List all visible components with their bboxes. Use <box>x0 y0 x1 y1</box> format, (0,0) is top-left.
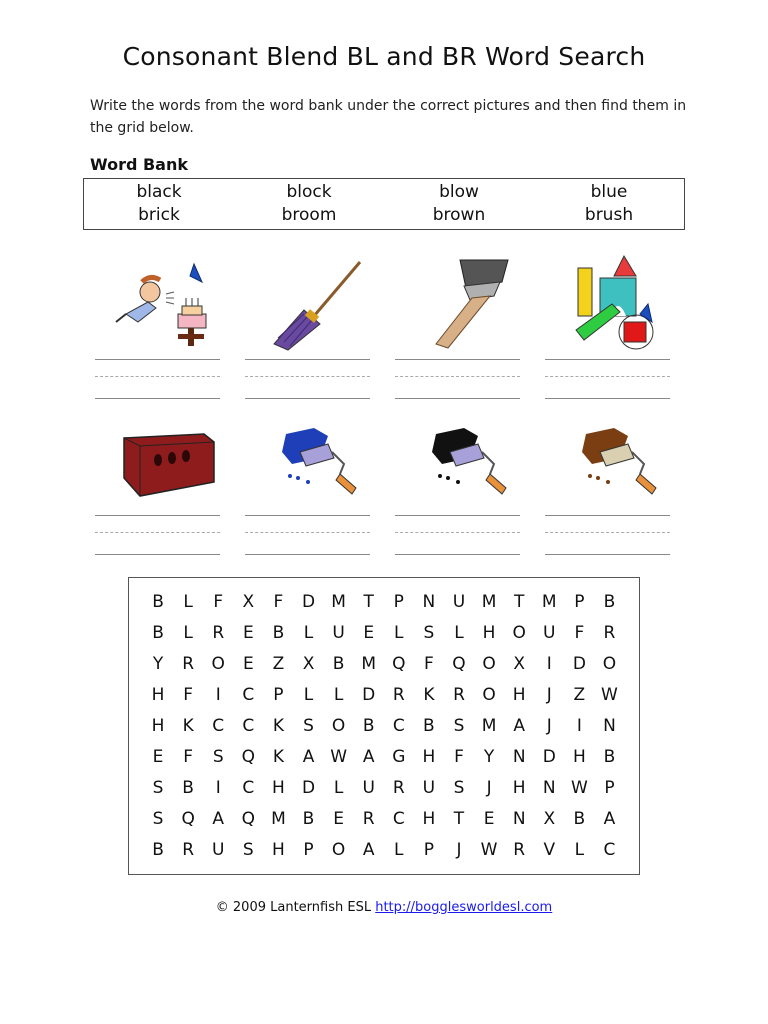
grid-letter[interactable]: F <box>454 747 464 767</box>
grid-letter[interactable]: U <box>212 840 225 860</box>
grid-row <box>143 773 625 803</box>
grid-letter[interactable]: F <box>273 592 284 612</box>
grid-letter[interactable]: Q <box>392 654 406 674</box>
grid-letter[interactable]: J <box>486 778 492 798</box>
answer-baseline <box>545 554 670 555</box>
grid-letter[interactable]: R <box>513 840 526 860</box>
grid-letter[interactable]: Y <box>483 747 495 767</box>
grid-letter[interactable]: B <box>152 840 164 860</box>
answer-guide-line <box>395 532 520 533</box>
answer-line[interactable] <box>95 515 220 516</box>
answer-guide-line <box>545 376 670 377</box>
picture-cell <box>88 408 238 558</box>
grid-letter[interactable]: U <box>362 778 375 798</box>
grid-letter[interactable]: U <box>543 623 556 643</box>
grid-letter[interactable]: C <box>242 685 255 705</box>
instructions: Write the words from the word bank under the correct pictures and then find them in the grid below. <box>90 98 687 136</box>
grid-letter[interactable]: B <box>423 716 435 736</box>
grid-letter[interactable]: Y <box>152 654 164 674</box>
picture-cell <box>238 408 388 558</box>
grid-letter[interactable]: G <box>392 747 406 767</box>
grid-letter[interactable]: F <box>574 623 585 643</box>
grid-letter[interactable]: H <box>272 840 285 860</box>
word-bank-heading: Word Bank <box>90 155 189 174</box>
grid-letter[interactable]: W <box>570 778 588 798</box>
grid-letter[interactable]: H <box>512 778 526 798</box>
grid-letter[interactable]: P <box>273 685 284 705</box>
grid-letter[interactable]: P <box>303 840 314 860</box>
grid-letter[interactable]: U <box>452 592 466 612</box>
word-bank-word: broom <box>281 205 337 225</box>
brown-paint-roller-picture <box>548 408 678 508</box>
grid-letter[interactable]: N <box>603 716 616 736</box>
grid-letter[interactable]: I <box>546 654 552 674</box>
grid-letter[interactable]: P <box>423 840 435 860</box>
answer-baseline <box>395 554 520 555</box>
grid-letter[interactable]: B <box>152 592 164 612</box>
grid-row <box>143 618 625 648</box>
brush-picture <box>398 252 528 352</box>
answer-guide-line <box>95 376 220 377</box>
picture-row-2 <box>88 408 688 558</box>
grid-letter[interactable]: X <box>513 654 525 674</box>
answer-baseline <box>95 398 220 399</box>
grid-letter[interactable]: X <box>543 809 556 829</box>
grid-letter[interactable]: I <box>215 685 221 705</box>
grid-letter[interactable]: H <box>422 809 436 829</box>
grid-letter[interactable]: R <box>453 685 465 705</box>
word-bank-word: blow <box>439 182 479 202</box>
grid-letter[interactable]: A <box>212 809 225 829</box>
grid-letter[interactable]: M <box>481 592 497 612</box>
grid-letter[interactable]: B <box>603 592 616 612</box>
answer-baseline <box>95 554 220 555</box>
grid-letter[interactable]: B <box>603 747 616 767</box>
grid-letter[interactable]: L <box>183 623 193 643</box>
black-paint-roller-picture <box>398 408 528 508</box>
grid-letter[interactable]: P <box>574 592 585 612</box>
grid-letter[interactable]: O <box>331 716 346 736</box>
grid-letter[interactable]: H <box>422 747 436 767</box>
grid-letter[interactable]: P <box>393 592 404 612</box>
grid-letter[interactable]: E <box>333 809 344 829</box>
grid-letter[interactable]: N <box>512 809 526 829</box>
grid-letter[interactable]: Z <box>272 654 285 674</box>
answer-line[interactable] <box>395 515 520 516</box>
grid-letter[interactable]: T <box>453 809 465 829</box>
grid-letter[interactable]: A <box>302 747 315 767</box>
grid-letter[interactable]: R <box>392 778 405 798</box>
grid-letter[interactable]: M <box>361 654 377 674</box>
grid-letter[interactable]: V <box>543 840 556 860</box>
grid-letter[interactable]: F <box>183 747 194 767</box>
grid-letter[interactable]: B <box>573 809 586 829</box>
picture-cell <box>388 252 538 402</box>
footer <box>0 900 768 915</box>
grid-letter[interactable]: D <box>301 592 316 612</box>
word-bank-word: blue <box>590 182 628 202</box>
grid-letter[interactable]: I <box>215 778 221 798</box>
grid-letter[interactable]: Q <box>181 809 195 829</box>
worksheet-title: Consonant Blend BL and BR Word Search <box>122 42 646 71</box>
grid-letter[interactable]: Q <box>241 809 256 829</box>
answer-baseline <box>245 554 370 555</box>
grid-letter[interactable]: Q <box>241 747 256 767</box>
grid-letter[interactable]: F <box>424 654 434 674</box>
grid-letter[interactable]: H <box>482 623 496 643</box>
grid-letter[interactable]: A <box>603 809 616 829</box>
answer-baseline <box>545 398 670 399</box>
grid-letter[interactable]: B <box>182 778 194 798</box>
grid-letter[interactable]: L <box>574 840 585 860</box>
grid-letter[interactable]: H <box>272 778 285 798</box>
answer-baseline <box>395 398 520 399</box>
grid-letter[interactable]: M <box>271 809 286 829</box>
grid-letter[interactable]: Z <box>573 685 586 705</box>
answer-line[interactable] <box>95 359 220 360</box>
grid-letter[interactable]: O <box>331 840 346 860</box>
word-bank-word: brick <box>138 205 180 225</box>
grid-letter[interactable]: B <box>332 654 345 674</box>
picture-cell <box>238 252 388 402</box>
answer-guide-line <box>395 376 520 377</box>
grid-letter[interactable]: O <box>512 623 526 643</box>
grid-letter[interactable]: K <box>423 685 435 705</box>
grid-letter[interactable]: S <box>303 716 314 736</box>
grid-row <box>143 680 625 710</box>
word-bank-word: black <box>136 182 182 202</box>
answer-line[interactable] <box>245 359 370 360</box>
grid-letter[interactable]: L <box>183 592 193 612</box>
grid-letter[interactable]: L <box>454 623 464 643</box>
grid-letter[interactable]: J <box>456 840 462 860</box>
grid-letter[interactable]: F <box>213 592 224 612</box>
answer-line[interactable] <box>245 515 370 516</box>
grid-letter[interactable]: O <box>482 685 496 705</box>
grid-letter[interactable]: R <box>212 623 225 643</box>
grid-letter[interactable]: H <box>151 716 165 736</box>
grid-row <box>143 742 625 772</box>
picture-row-1 <box>88 252 688 402</box>
picture-cell <box>538 408 688 558</box>
grid-letter[interactable]: S <box>453 778 465 798</box>
picture-cell <box>388 408 538 558</box>
grid-letter[interactable]: S <box>453 716 465 736</box>
word-bank-word: block <box>286 182 332 202</box>
grid-letter[interactable]: S <box>152 778 164 798</box>
grid-letter[interactable]: S <box>423 623 435 643</box>
grid-letter[interactable]: I <box>576 716 582 736</box>
grid-letter[interactable]: C <box>242 778 255 798</box>
answer-baseline <box>245 398 370 399</box>
grid-letter[interactable]: J <box>546 685 552 705</box>
grid-letter[interactable]: B <box>152 623 164 643</box>
grid-letter[interactable]: D <box>301 778 316 798</box>
block-picture <box>548 252 678 352</box>
grid-letter[interactable]: P <box>604 778 615 798</box>
website-link[interactable]: http://bogglesworldesl.com <box>375 900 553 915</box>
grid-letter[interactable]: W <box>480 840 498 860</box>
answer-line[interactable] <box>545 515 670 516</box>
answer-guide-line <box>95 532 220 533</box>
grid-letter[interactable]: R <box>603 623 616 643</box>
grid-letter[interactable]: C <box>392 716 405 736</box>
grid-letter[interactable]: K <box>272 716 284 736</box>
grid-letter[interactable]: C <box>603 840 616 860</box>
grid-letter[interactable]: H <box>512 685 526 705</box>
grid-letter[interactable]: M <box>331 592 346 612</box>
grid-letter[interactable]: U <box>422 778 436 798</box>
broom-picture <box>248 252 378 352</box>
grid-letter[interactable]: K <box>182 716 194 736</box>
blow-picture <box>98 252 228 352</box>
grid-letter[interactable]: R <box>362 809 375 829</box>
grid-letter[interactable]: Q <box>452 654 466 674</box>
word-search-grid <box>128 577 640 875</box>
answer-guide-line <box>545 532 670 533</box>
grid-letter[interactable]: U <box>332 623 345 643</box>
picture-cell <box>538 252 688 402</box>
grid-letter[interactable]: W <box>601 685 618 705</box>
grid-row <box>143 587 625 617</box>
grid-letter[interactable]: L <box>394 623 404 643</box>
grid-letter[interactable]: L <box>333 778 344 798</box>
grid-letter[interactable]: M <box>481 716 497 736</box>
answer-guide-line <box>245 532 370 533</box>
grid-letter[interactable]: H <box>151 685 165 705</box>
grid-letter[interactable]: D <box>542 747 556 767</box>
grid-letter[interactable]: B <box>302 809 315 829</box>
answer-guide-line <box>245 376 370 377</box>
copyright-text: © 2009 Lanternfish ESL <box>215 900 372 915</box>
grid-letter[interactable]: K <box>272 747 284 767</box>
grid-letter[interactable]: E <box>363 623 375 643</box>
grid-letter[interactable]: X <box>302 654 315 674</box>
grid-letter[interactable]: C <box>392 809 405 829</box>
grid-letter[interactable]: N <box>542 778 556 798</box>
blue-paint-roller-picture <box>248 408 378 508</box>
grid-letter[interactable]: T <box>363 592 374 612</box>
grid-letter[interactable]: S <box>242 840 254 860</box>
grid-letter[interactable]: E <box>152 747 164 767</box>
grid-letter[interactable]: D <box>362 685 376 705</box>
grid-letter[interactable]: O <box>482 654 496 674</box>
grid-letter[interactable]: E <box>483 809 495 829</box>
grid-letter[interactable]: R <box>182 840 195 860</box>
grid-letter[interactable]: D <box>572 654 586 674</box>
grid-letter[interactable]: L <box>303 623 314 643</box>
grid-row <box>143 804 625 834</box>
answer-line[interactable] <box>395 359 520 360</box>
grid-letter[interactable]: R <box>182 654 195 674</box>
grid-row <box>143 835 625 865</box>
grid-letter[interactable]: N <box>422 592 436 612</box>
grid-letter[interactable]: A <box>362 747 375 767</box>
answer-line[interactable] <box>545 359 670 360</box>
grid-letter[interactable]: E <box>242 654 254 674</box>
grid-letter[interactable]: F <box>183 685 194 705</box>
word-bank-word: brown <box>432 205 486 225</box>
grid-letter[interactable]: A <box>362 840 375 860</box>
grid-row <box>143 711 625 741</box>
grid-letter[interactable]: R <box>392 685 405 705</box>
word-bank-word: brush <box>584 205 634 225</box>
grid-letter[interactable]: C <box>212 716 225 736</box>
grid-letter[interactable]: O <box>602 654 617 674</box>
picture-cell <box>88 252 238 402</box>
brick-picture <box>98 408 228 508</box>
grid-letter[interactable]: J <box>546 716 552 736</box>
grid-letter[interactable]: B <box>272 623 285 643</box>
grid-letter[interactable]: S <box>212 747 224 767</box>
grid-letter[interactable]: C <box>242 716 255 736</box>
grid-letter[interactable]: O <box>211 654 225 674</box>
grid-letter[interactable]: L <box>303 685 314 705</box>
grid-letter[interactable]: L <box>333 685 344 705</box>
grid-letter[interactable]: L <box>394 840 404 860</box>
grid-letter[interactable]: X <box>242 592 255 612</box>
grid-letter[interactable]: T <box>513 592 525 612</box>
grid-letter[interactable]: S <box>152 809 164 829</box>
grid-letter[interactable]: B <box>362 716 375 736</box>
grid-letter[interactable]: A <box>513 716 525 736</box>
grid-letter[interactable]: H <box>572 747 586 767</box>
grid-letter[interactable]: N <box>512 747 526 767</box>
word-bank-table <box>83 178 685 230</box>
grid-letter[interactable]: M <box>541 592 557 612</box>
grid-letter[interactable]: E <box>242 623 254 643</box>
grid-letter[interactable]: W <box>330 747 348 767</box>
grid-row <box>143 649 625 679</box>
